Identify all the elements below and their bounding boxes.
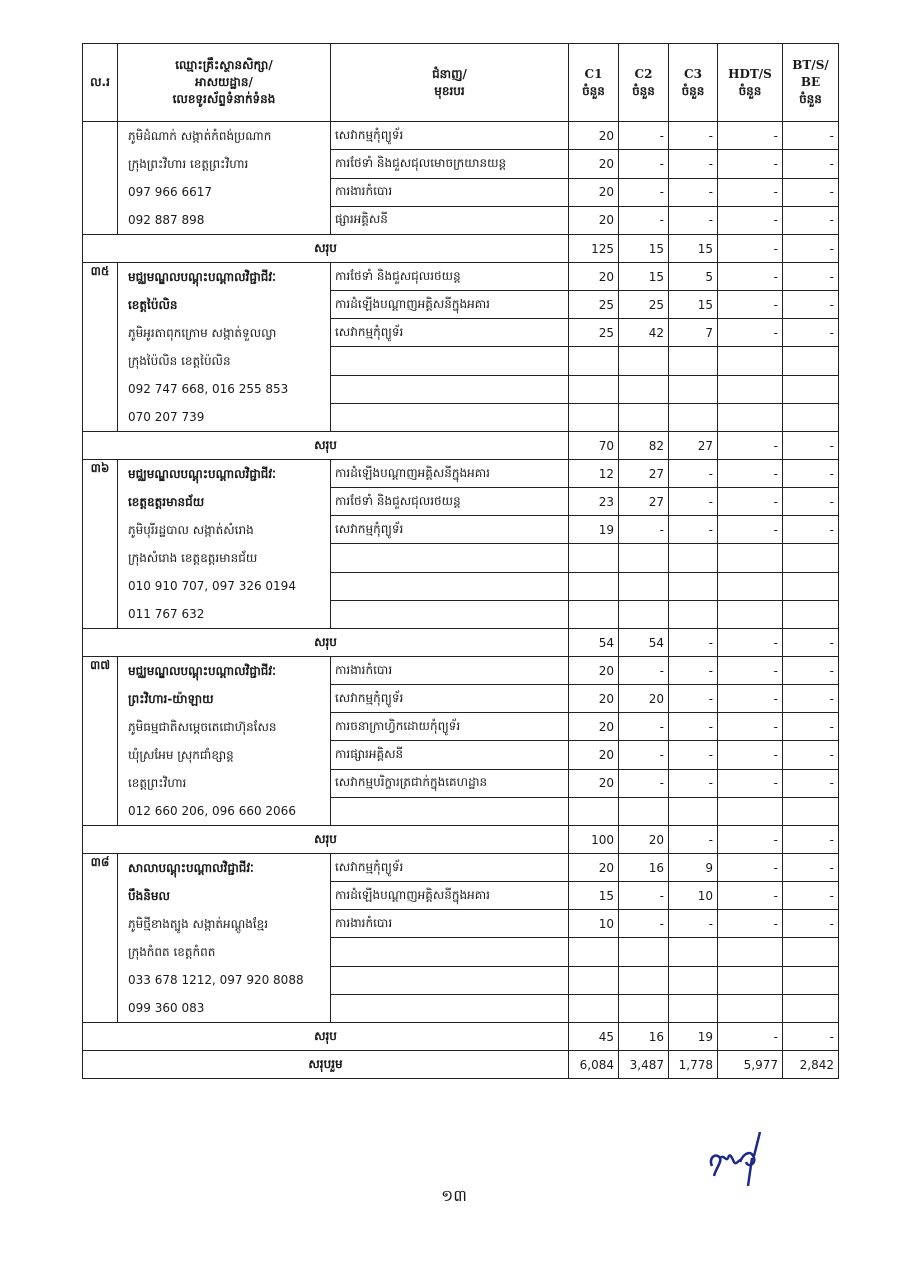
c2-count: - xyxy=(619,122,669,150)
c3-count xyxy=(669,572,718,600)
table-row xyxy=(83,460,839,488)
header-count: ចំនួន xyxy=(738,83,762,98)
c1-count: 20 xyxy=(569,685,619,713)
skill-cell xyxy=(331,938,569,966)
institution-index: ៣៦ xyxy=(83,460,118,629)
c3-count: 5 xyxy=(669,263,718,291)
hdt-count: - xyxy=(718,150,783,178)
bt-count: - xyxy=(783,854,839,882)
skill-cell: ផ្សារអគ្គិសនី xyxy=(331,206,569,234)
c3-count xyxy=(669,544,718,572)
hdt-count: - xyxy=(718,178,783,206)
subtotal-c1: 70 xyxy=(569,432,619,460)
subtotal-c2: 16 xyxy=(619,1023,669,1051)
c1-count xyxy=(569,403,619,431)
subtotal-row xyxy=(83,629,839,657)
c1-count: 25 xyxy=(569,319,619,347)
bt-count: - xyxy=(783,319,839,347)
skill-cell: ការដំឡើងបណ្តាញអគ្គិសនីក្នុងអគារ xyxy=(331,460,569,488)
c3-count: - xyxy=(669,685,718,713)
institution-cell xyxy=(118,263,331,432)
institution-phone: 033 678 1212, 097 920 8088 xyxy=(128,973,304,987)
c1-count xyxy=(569,600,619,628)
c1-count xyxy=(569,347,619,375)
subtotal-row xyxy=(83,826,839,854)
hdt-count: - xyxy=(718,685,783,713)
grand-total-label: សរុបរួម xyxy=(83,1051,569,1079)
bt-count: - xyxy=(783,178,839,206)
subtotal-bt: - xyxy=(783,235,839,263)
skill-cell xyxy=(331,375,569,403)
bt-count xyxy=(783,375,839,403)
c2-count: - xyxy=(619,150,669,178)
skill-cell: ការងារកំបោរ xyxy=(331,657,569,685)
skill-cell: ការដំឡើងបណ្តាញអគ្គិសនីក្នុងអគារ xyxy=(331,882,569,910)
hdt-count xyxy=(718,938,783,966)
c3-count xyxy=(669,347,718,375)
institution-cell xyxy=(118,122,331,235)
header-count: ចំនួន xyxy=(632,83,655,98)
c1-count: 20 xyxy=(569,769,619,797)
c2-count xyxy=(619,966,669,994)
subtotal-c3: - xyxy=(669,826,718,854)
header-c2 xyxy=(619,44,669,122)
header-c1 xyxy=(569,44,619,122)
subtotal-c2: 20 xyxy=(619,826,669,854)
grand-total-hdt: 5,977 xyxy=(718,1051,783,1079)
c2-count: - xyxy=(619,769,669,797)
header-c3 xyxy=(669,44,718,122)
c3-count: - xyxy=(669,769,718,797)
subtotal-c2: 15 xyxy=(619,235,669,263)
c3-count: - xyxy=(669,178,718,206)
c3-count: - xyxy=(669,460,718,488)
subtotal-hdt: - xyxy=(718,432,783,460)
c1-count: 20 xyxy=(569,178,619,206)
institution-name: មជ្ឈមណ្ឌលបណ្តុះបណ្តាលវិជ្ជាជីវៈ xyxy=(128,270,276,284)
subtotal-c3: - xyxy=(669,629,718,657)
skill-cell xyxy=(331,994,569,1022)
c3-count: 9 xyxy=(669,854,718,882)
subtotal-label: សរុប xyxy=(83,1023,569,1051)
institution-index xyxy=(83,122,118,235)
page-number: ១៣ xyxy=(441,1186,467,1205)
skill-cell: ការថែទាំ និងជួសជុលរថយន្ត xyxy=(331,263,569,291)
bt-count: - xyxy=(783,150,839,178)
c2-count xyxy=(619,572,669,600)
institution-name: ព្រះវិហារ-យ៉ាឡាយ xyxy=(128,692,214,706)
c2-count xyxy=(619,403,669,431)
c2-count: - xyxy=(619,882,669,910)
institution-address: ក្រុងសំរោង ខេត្តឧត្តរមានជ័យ xyxy=(128,551,258,565)
c2-count xyxy=(619,600,669,628)
header-count: ចំនួន xyxy=(799,92,822,106)
c2-count: 16 xyxy=(619,854,669,882)
c2-count: - xyxy=(619,657,669,685)
c1-count: 20 xyxy=(569,741,619,769)
skill-cell: សេវាកម្មកុំព្យូទ័រ xyxy=(331,122,569,150)
c3-count: - xyxy=(669,910,718,938)
c1-count: 20 xyxy=(569,854,619,882)
subtotal-row xyxy=(83,432,839,460)
institution-cell xyxy=(118,657,331,826)
bt-count: - xyxy=(783,206,839,234)
subtotal-row xyxy=(83,1023,839,1051)
institution-cell xyxy=(118,460,331,629)
c2-count: - xyxy=(619,713,669,741)
c2-count xyxy=(619,938,669,966)
institution-address: ក្រុងកំពត ខេត្តកំពត xyxy=(128,945,216,959)
c1-count xyxy=(569,966,619,994)
skill-cell: សេវាកម្មកុំព្យូទ័រ xyxy=(331,854,569,882)
grand-total-c3: 1,778 xyxy=(669,1051,718,1079)
handwritten-signature xyxy=(704,1128,764,1188)
skill-cell: ការថែទាំ និងជួសជុលរថយន្ត xyxy=(331,488,569,516)
c1-count xyxy=(569,994,619,1022)
c2-count: 20 xyxy=(619,685,669,713)
institution-address: ឃុំស្រអែម ស្រុកជាំខ្សាន្ត xyxy=(128,748,234,762)
institution-name: ខេត្តប៉ៃលិន xyxy=(128,298,178,312)
c1-count: 15 xyxy=(569,882,619,910)
signature-stroke xyxy=(711,1155,742,1176)
subtotal-c1: 100 xyxy=(569,826,619,854)
c2-count xyxy=(619,994,669,1022)
hdt-count: - xyxy=(718,488,783,516)
subtotal-c3: 15 xyxy=(669,235,718,263)
c1-count: 20 xyxy=(569,122,619,150)
skill-cell xyxy=(331,600,569,628)
bt-count: - xyxy=(783,122,839,150)
bt-count: - xyxy=(783,685,839,713)
hdt-count: - xyxy=(718,516,783,544)
c1-count: 25 xyxy=(569,291,619,319)
grand-total-c2: 3,487 xyxy=(619,1051,669,1079)
skill-cell: ការចនាក្រាហ្វិកដោយកុំព្យូទ័រ xyxy=(331,713,569,741)
c3-count: 7 xyxy=(669,319,718,347)
institution-name: បឹងនិមល xyxy=(128,889,170,903)
institution-index: ៣៧ xyxy=(83,657,118,826)
hdt-count: - xyxy=(718,291,783,319)
header-skill xyxy=(331,44,569,122)
subtotal-hdt: - xyxy=(718,1023,783,1051)
table-row xyxy=(83,854,839,882)
subtotal-label: សរុប xyxy=(83,235,569,263)
c1-count: 23 xyxy=(569,488,619,516)
header-index-label: ល.រ xyxy=(90,75,110,89)
c2-count: 25 xyxy=(619,291,669,319)
hdt-count: - xyxy=(718,206,783,234)
header-index xyxy=(83,44,118,122)
institution-address: ភូមិធម្មជាតិសម្តេចតេជោហ៊ុនសែន xyxy=(128,720,277,734)
hdt-count xyxy=(718,966,783,994)
institution-address: ភូមិបុរីរដ្ឋបាល សង្កាត់សំរោង xyxy=(128,523,254,537)
c1-count: 20 xyxy=(569,150,619,178)
skill-cell xyxy=(331,797,569,825)
institution-address: ភូមិអូរតាពុកក្រោម សង្កាត់ទួលល្វា xyxy=(128,326,277,340)
institution-address: ភូមិថ្មីខាងត្បូង សង្កាត់អណ្តូងខ្មែរ xyxy=(128,917,269,931)
table-body xyxy=(83,122,839,1079)
c3-count: 15 xyxy=(669,291,718,319)
bt-count: - xyxy=(783,263,839,291)
subtotal-c2: 54 xyxy=(619,629,669,657)
subtotal-c1: 54 xyxy=(569,629,619,657)
hdt-count: - xyxy=(718,769,783,797)
header-skill-line: ជំនាញ/ xyxy=(432,66,467,81)
hdt-count xyxy=(718,994,783,1022)
header-institution-line: លេខទូរស័ព្ទទំនាក់ទំនង xyxy=(172,92,276,106)
institution-index: ៣៨ xyxy=(83,854,118,1023)
c1-count xyxy=(569,375,619,403)
c1-count xyxy=(569,938,619,966)
subtotal-c3: 27 xyxy=(669,432,718,460)
c2-count: 27 xyxy=(619,460,669,488)
c1-count: 19 xyxy=(569,516,619,544)
header-institution-line: អាសយដ្ឋាន/ xyxy=(195,75,253,89)
c3-count xyxy=(669,375,718,403)
hdt-count: - xyxy=(718,460,783,488)
training-institutions-table xyxy=(82,43,839,1079)
bt-count xyxy=(783,994,839,1022)
bt-count: - xyxy=(783,516,839,544)
subtotal-c3: 19 xyxy=(669,1023,718,1051)
institution-address: ភូមិដំណាក់ សង្កាត់កំពង់ប្រណាក xyxy=(128,129,272,143)
table-header-row xyxy=(83,44,839,122)
c2-count: - xyxy=(619,741,669,769)
institution-phone: 097 966 6617 xyxy=(128,185,212,199)
bt-count xyxy=(783,403,839,431)
c3-count: - xyxy=(669,122,718,150)
header-skill-line: មុខរបរ xyxy=(434,83,465,98)
hdt-count xyxy=(718,544,783,572)
institution-index: ៣៥ xyxy=(83,263,118,432)
hdt-count xyxy=(718,600,783,628)
header-level: C2 xyxy=(634,66,653,81)
hdt-count: - xyxy=(718,882,783,910)
bt-count xyxy=(783,938,839,966)
c3-count: - xyxy=(669,150,718,178)
signature-stroke xyxy=(740,1132,760,1186)
header-level: C1 xyxy=(584,66,603,81)
c2-count xyxy=(619,797,669,825)
institution-address: ក្រុងព្រះវិហារ ខេត្តព្រះវិហារ xyxy=(128,157,249,171)
bt-count xyxy=(783,797,839,825)
c3-count xyxy=(669,600,718,628)
subtotal-bt: - xyxy=(783,432,839,460)
c2-count: - xyxy=(619,206,669,234)
subtotal-bt: - xyxy=(783,1023,839,1051)
hdt-count: - xyxy=(718,263,783,291)
institution-name: មជ្ឈមណ្ឌលបណ្តុះបណ្តាលវិជ្ជាជីវៈ xyxy=(128,467,276,481)
skill-cell: សេវាកម្មបរិក្ខារត្រជាក់ក្នុងគេហដ្ឋាន xyxy=(331,769,569,797)
hdt-count xyxy=(718,347,783,375)
grand-total-bt: 2,842 xyxy=(783,1051,839,1079)
grand-total-c1: 6,084 xyxy=(569,1051,619,1079)
c3-count xyxy=(669,994,718,1022)
skill-cell: ការផ្សារអគ្គិសនី xyxy=(331,741,569,769)
subtotal-hdt: - xyxy=(718,826,783,854)
skill-cell: ការងារកំបោរ xyxy=(331,910,569,938)
c1-count: 20 xyxy=(569,206,619,234)
bt-count: - xyxy=(783,882,839,910)
c3-count: - xyxy=(669,516,718,544)
bt-count: - xyxy=(783,657,839,685)
header-level: HDT/S xyxy=(728,66,772,81)
bt-count: - xyxy=(783,769,839,797)
bt-count: - xyxy=(783,460,839,488)
header-count: ចំនួន xyxy=(582,83,605,98)
c2-count: 27 xyxy=(619,488,669,516)
skill-cell xyxy=(331,347,569,375)
hdt-count: - xyxy=(718,910,783,938)
hdt-count: - xyxy=(718,319,783,347)
c2-count: - xyxy=(619,910,669,938)
skill-cell: ការដំឡើងបណ្តាញអគ្គិសនីក្នុងអគារ xyxy=(331,291,569,319)
c2-count: - xyxy=(619,178,669,206)
bt-count: - xyxy=(783,291,839,319)
table-row xyxy=(83,263,839,291)
subtotal-hdt: - xyxy=(718,235,783,263)
c3-count: - xyxy=(669,741,718,769)
bt-count xyxy=(783,600,839,628)
c3-count xyxy=(669,797,718,825)
subtotal-label: សរុប xyxy=(83,629,569,657)
institution-phone: 012 660 206, 096 660 2066 xyxy=(128,804,296,818)
subtotal-hdt: - xyxy=(718,629,783,657)
subtotal-c1: 125 xyxy=(569,235,619,263)
c1-count xyxy=(569,544,619,572)
bt-count xyxy=(783,347,839,375)
header-level: BE xyxy=(800,75,821,89)
institution-address: ក្រុងប៉ៃលិន ខេត្តប៉ៃលិន xyxy=(128,354,231,368)
bt-count: - xyxy=(783,910,839,938)
hdt-count xyxy=(718,797,783,825)
header-count: ចំនួន xyxy=(681,83,705,98)
grand-total-row xyxy=(83,1051,839,1079)
institution-name: មជ្ឈមណ្ឌលបណ្តុះបណ្តាលវិជ្ជាជីវៈ xyxy=(128,664,276,678)
c3-count xyxy=(669,403,718,431)
bt-count xyxy=(783,572,839,600)
subtotal-c2: 82 xyxy=(619,432,669,460)
skill-cell: សេវាកម្មកុំព្យូទ័រ xyxy=(331,319,569,347)
hdt-count: - xyxy=(718,713,783,741)
header-level: C3 xyxy=(684,66,702,81)
institution-phone: 011 767 632 xyxy=(128,607,205,621)
table-row xyxy=(83,657,839,685)
institution-name: សាលាបណ្តុះបណ្តាលវិជ្ជាជីវៈ xyxy=(128,861,254,875)
hdt-count: - xyxy=(718,741,783,769)
skill-cell xyxy=(331,572,569,600)
institution-address: ខេត្តព្រះវិហារ xyxy=(128,776,187,790)
skill-cell xyxy=(331,966,569,994)
skill-cell: សេវាកម្មកុំព្យូទ័រ xyxy=(331,516,569,544)
institution-name: ខេត្តឧត្តរមានជ័យ xyxy=(128,495,205,509)
skill-cell: សេវាកម្មកុំព្យូទ័រ xyxy=(331,685,569,713)
c2-count: 15 xyxy=(619,263,669,291)
c3-count: - xyxy=(669,713,718,741)
subtotal-c1: 45 xyxy=(569,1023,619,1051)
c3-count: 10 xyxy=(669,882,718,910)
hdt-count: - xyxy=(718,854,783,882)
hdt-count xyxy=(718,375,783,403)
skill-cell xyxy=(331,403,569,431)
header-bt xyxy=(783,44,839,122)
header-institution xyxy=(118,44,331,122)
subtotal-bt: - xyxy=(783,826,839,854)
institution-cell xyxy=(118,854,331,1023)
institution-phone: 010 910 707, 097 326 0194 xyxy=(128,579,296,593)
c3-count: - xyxy=(669,488,718,516)
c3-count xyxy=(669,966,718,994)
header-hdt xyxy=(718,44,783,122)
c3-count: - xyxy=(669,657,718,685)
c1-count: 20 xyxy=(569,263,619,291)
institution-phone: 092 887 898 xyxy=(128,213,205,227)
c2-count xyxy=(619,544,669,572)
c2-count xyxy=(619,375,669,403)
bt-count: - xyxy=(783,713,839,741)
c1-count: 12 xyxy=(569,460,619,488)
c1-count xyxy=(569,797,619,825)
bt-count xyxy=(783,544,839,572)
subtotal-bt: - xyxy=(783,629,839,657)
hdt-count: - xyxy=(718,122,783,150)
header-level: BT/S/ xyxy=(792,58,829,72)
hdt-count xyxy=(718,572,783,600)
skill-cell: ការងារកំបោរ xyxy=(331,178,569,206)
c1-count: 10 xyxy=(569,910,619,938)
subtotal-row xyxy=(83,235,839,263)
c1-count xyxy=(569,572,619,600)
c1-count: 20 xyxy=(569,657,619,685)
skill-cell: ការថែទាំ និងជួសជុលមោចក្រយានយន្ត xyxy=(331,150,569,178)
institution-phone: 070 207 739 xyxy=(128,410,205,424)
table-row xyxy=(83,122,839,150)
c3-count: - xyxy=(669,206,718,234)
institution-phone: 099 360 083 xyxy=(128,1001,205,1015)
bt-count: - xyxy=(783,488,839,516)
c2-count: - xyxy=(619,516,669,544)
c3-count xyxy=(669,938,718,966)
subtotal-label: សរុប xyxy=(83,432,569,460)
bt-count: - xyxy=(783,741,839,769)
skill-cell xyxy=(331,544,569,572)
c2-count xyxy=(619,347,669,375)
hdt-count: - xyxy=(718,657,783,685)
institution-phone: 092 747 668, 016 255 853 xyxy=(128,382,289,396)
c2-count: 42 xyxy=(619,319,669,347)
c1-count: 20 xyxy=(569,713,619,741)
bt-count xyxy=(783,966,839,994)
hdt-count xyxy=(718,403,783,431)
header-institution-line: ឈ្មោះគ្រឹះស្ថានសិក្សា/ xyxy=(175,58,273,72)
subtotal-label: សរុប xyxy=(83,826,569,854)
